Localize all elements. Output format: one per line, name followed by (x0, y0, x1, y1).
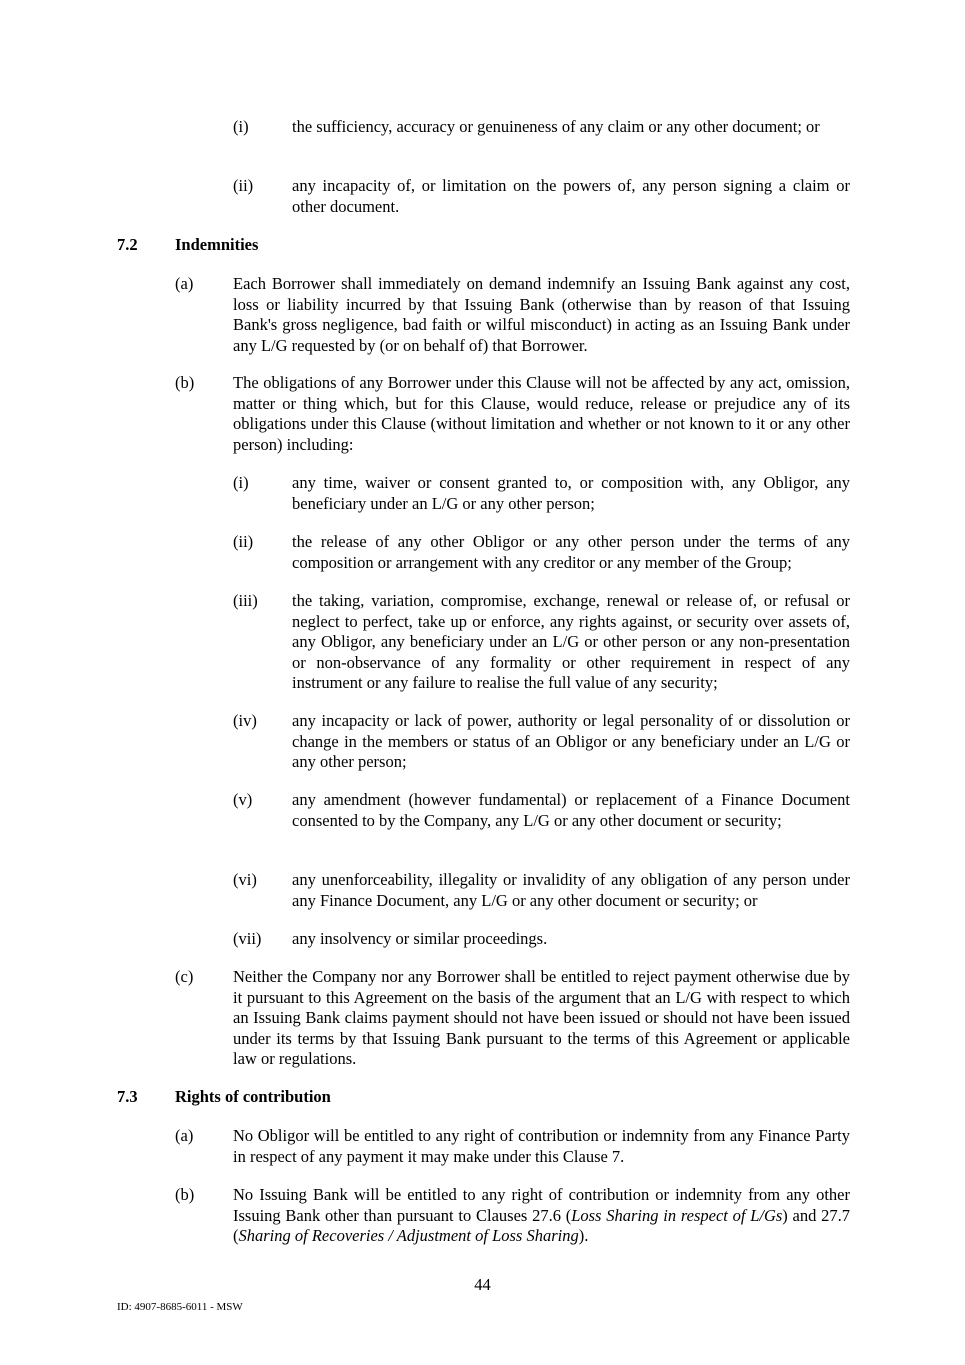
text-run: ). (578, 1226, 589, 1245)
clause-label: (a) (175, 1126, 194, 1145)
item-text: the taking, variation, compromise, exchange, renewal or release of, or refusal or neglect to perfect, take up or enforce, any rights against, or security over assets of, any Obligor, any beneficiary under an L/G or other person or any non-presentation or non-observance of any formality or other requirement in respect of any instrument or any failure to realise the full value of any security; (292, 591, 850, 692)
item-label: (ii) (233, 532, 254, 551)
text-run: No Issuing Bank will be entitled to any right of contribution or indemnity from any other Issuing Bank other than pursuant to Clauses 27.6 ( (233, 1185, 850, 1225)
text-run: ) and 27.7 ( (233, 1205, 850, 1245)
clause-text: Neither the Company nor any Borrower shall be entitled to reject payment otherwise due by it pursuant to this Agreement on the basis of the argument that an L/G with respect to which an Issuing Bank claims payment should not have been issued or should not have been issued under its terms by that Issuing Bank pursuant to the terms of this Agreement or applicable law or regulations. (233, 967, 850, 1068)
item-text: any time, waiver or consent granted to, or composition with, any Obligor, any beneficiary under an L/G or any other person; (292, 473, 850, 513)
item-text: any insolvency or similar proceedings. (292, 929, 548, 948)
clause-label: (b) (175, 373, 195, 392)
footer-document-id: ID: 4907-8685-6011 - MSW (117, 1301, 243, 1313)
item-label: (iii) (233, 591, 258, 610)
clause-text (233, 1185, 850, 1247)
item-label: (i) (233, 473, 249, 492)
section-heading: Rights of contribution (175, 1087, 331, 1106)
item-label: (iv) (233, 711, 257, 730)
item-text: any unenforceability, illegality or invalidity of any obligation of any person under any Finance Document, any L/G or any other document or security; or (292, 870, 850, 910)
item-text: the sufficiency, accuracy or genuineness of any claim or any other document; or (292, 117, 820, 136)
clause-text: The obligations of any Borrower under this Clause will not be affected by any act, omission, matter or thing which, but for this Clause, would reduce, release or prejudice any of its obligations under this Clause (without limitation and whether or not known to it or any other person) including: (233, 373, 850, 454)
clause-text: Each Borrower shall immediately on demand indemnify an Issuing Bank against any cost, loss or liability incurred by that Issuing Bank (otherwise than by reason of that Issuing Bank's gross negligence, bad faith or wilful misconduct) in acting as an Issuing Bank under any L/G requested by (or on behalf of) that Borrower. (233, 274, 850, 355)
section-heading: Indemnities (175, 235, 259, 254)
clause-text: No Obligor will be entitled to any right of contribution or indemnity from any Finance Party in respect of any payment it may make under this Clause 7. (233, 1126, 850, 1166)
item-label: (vi) (233, 870, 257, 889)
item-label: (ii) (233, 176, 254, 195)
section-number: 7.2 (117, 235, 138, 254)
clause-label: (b) (175, 1185, 195, 1204)
cross-reference-title: Sharing of Recoveries / Adjustment of Loss Sharing (238, 1226, 579, 1245)
item-label: (i) (233, 117, 249, 136)
cross-reference-title: Loss Sharing in respect of L/Gs (571, 1205, 783, 1225)
section-number: 7.3 (117, 1087, 138, 1106)
item-text: any amendment (however fundamental) or replacement of a Finance Document consented to by the Company, any L/G or any other document or security; (292, 790, 850, 830)
item-text: any incapacity of, or limitation on the powers of, any person signing a claim or other document. (292, 176, 850, 216)
item-text: the release of any other Obligor or any other person under the terms of any composition or arrangement with any creditor or any member of the Group; (292, 532, 850, 572)
item-label: (vii) (233, 929, 262, 948)
item-label: (v) (233, 790, 253, 809)
clause-label: (a) (175, 274, 194, 293)
item-text: any incapacity or lack of power, authority or legal personality of or dissolution or change in the members or status of an Obligor or any beneficiary under an L/G or any other person; (292, 711, 850, 771)
clause-label: (c) (175, 967, 194, 986)
page-number: 44 (474, 1275, 491, 1294)
